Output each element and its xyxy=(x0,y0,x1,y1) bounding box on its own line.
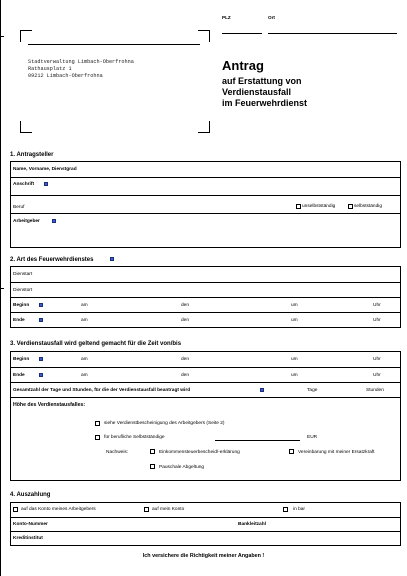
va-ende-uhr: Uhr xyxy=(373,373,381,378)
gesamt-label: Gesamtzahl der Tage und Stunden, für die der Verdienstausfall beantragt wird xyxy=(13,388,191,393)
dienst-ende-um: um xyxy=(291,318,298,323)
hoehe-area xyxy=(11,397,400,480)
va-beginn-marker[interactable] xyxy=(39,357,43,361)
va-ende-row[interactable] xyxy=(11,367,400,382)
ort-label: Ort xyxy=(268,15,275,20)
va-ende-um: um xyxy=(291,373,298,378)
ersatzkraft-checkbox[interactable] xyxy=(289,449,294,454)
section-3-heading: 3. Verdienstausfall wird geltend gemacht für die Zeit von/bis xyxy=(10,341,182,347)
einkommensteuer-label: Einkommensteuerbescheid/-erklärung xyxy=(159,450,240,455)
bankleitzahl-label: Bankleitzahl xyxy=(238,522,266,527)
dienst-ende-den: den xyxy=(181,318,190,323)
va-ende-den: den xyxy=(181,373,190,378)
dienst-beginn-row[interactable] xyxy=(11,297,400,312)
konto-arbeitgeber-checkbox[interactable] xyxy=(13,507,18,512)
gesamt-stunden: Stunden xyxy=(366,388,384,393)
va-beginn-den: den xyxy=(181,357,190,362)
sender-address-line3: 09212 Limbach-Oberfrohna xyxy=(28,73,103,79)
beruf-row[interactable] xyxy=(11,195,400,213)
pauschale-label: Pauschale Abgeltung xyxy=(159,465,205,470)
dienst-beginn-uhr: Uhr xyxy=(373,303,381,308)
konto-row[interactable] xyxy=(11,517,400,531)
arbeitgeber-field-marker[interactable] xyxy=(52,219,56,223)
section-2-heading: 2. Art des Feuerwehrdienstes xyxy=(10,257,94,263)
selbststaendig-checkbox[interactable] xyxy=(348,204,353,209)
section-3-box xyxy=(10,351,401,481)
arbeitgeber-label: Arbeitgeber xyxy=(13,219,40,224)
auszahlung-options-row xyxy=(11,503,400,517)
fold-tick-1 xyxy=(0,36,4,37)
dienstort-label: Dienstort xyxy=(13,288,33,293)
nachweis-label: Nachweis: xyxy=(106,450,129,455)
va-ende-am: am xyxy=(81,373,88,378)
hoehe-label: Höhe des Verdienstausfalles: xyxy=(13,402,86,408)
selbststaendig-label: selbstständig xyxy=(354,204,382,209)
ersatzkraft-label: Vereinbarung mit meiner Ersatzkraft xyxy=(298,450,375,455)
section-2-box xyxy=(10,266,401,328)
anschrift-field-marker[interactable] xyxy=(44,182,48,186)
mein-konto-label: auf mein Konto xyxy=(152,507,185,512)
name-row[interactable] xyxy=(11,162,400,177)
va-beginn-am: am xyxy=(81,357,88,362)
section-2-field-marker[interactable] xyxy=(110,257,114,261)
mein-konto-checkbox[interactable] xyxy=(144,507,149,512)
plz-field-line[interactable] xyxy=(222,33,262,34)
va-beginn-um: um xyxy=(291,357,298,362)
va-beginn-row[interactable] xyxy=(11,352,400,367)
form-subtitle-1: auf Erstattung von xyxy=(222,76,302,86)
section-4-heading: 4. Auszahlung xyxy=(10,492,51,498)
verdienstbescheinigung-checkbox[interactable] xyxy=(95,421,100,426)
ort-field-line[interactable] xyxy=(268,33,397,34)
dienstart-row[interactable] xyxy=(11,267,400,282)
dienst-beginn-am: am xyxy=(81,303,88,308)
dienstort-row[interactable] xyxy=(11,282,400,297)
pauschale-checkbox[interactable] xyxy=(150,464,155,469)
declaration-text: Ich versichere die Richtigkeit meiner Angaben ! xyxy=(142,553,265,559)
konto-nummer-label: Konto-Nummer xyxy=(13,522,48,527)
selbststaendige-checkbox[interactable] xyxy=(95,435,100,440)
name-label: Name, Vorname, Dienstgrad xyxy=(13,167,77,172)
form-subtitle-3: im Feuerwehrdienst xyxy=(222,98,308,108)
kreditinstitut-row[interactable] xyxy=(11,531,400,545)
gesamt-tage: Tage xyxy=(307,388,318,393)
form-title: Antrag xyxy=(222,58,264,73)
in-bar-label: in bar xyxy=(293,507,305,512)
va-beginn-label: Beginn xyxy=(13,357,30,362)
eur-amount-line[interactable] xyxy=(215,440,300,441)
fold-tick-2 xyxy=(0,288,4,289)
section-1-box xyxy=(10,161,401,248)
address-corner-tl xyxy=(20,30,32,42)
dienst-beginn-den: den xyxy=(181,303,190,308)
va-beginn-uhr: Uhr xyxy=(373,357,381,362)
gesamt-row[interactable] xyxy=(11,382,400,397)
address-corner-br xyxy=(198,121,210,133)
eur-label: EUR xyxy=(307,435,318,440)
gesamt-marker[interactable] xyxy=(260,388,264,392)
dienst-ende-uhr: Uhr xyxy=(373,318,381,323)
dienst-beginn-label: Beginn xyxy=(13,303,30,308)
va-ende-marker[interactable] xyxy=(39,373,43,377)
section-4-box xyxy=(10,502,401,546)
section-1-heading: 1. Antragsteller xyxy=(10,152,54,158)
dienst-ende-row[interactable] xyxy=(11,312,400,327)
kreditinstitut-label: Kreditinstitut xyxy=(13,536,43,541)
verdienstbescheinigung-label: siehe Verdienstbescheinigung des Arbeitgebers (Seite 2) xyxy=(104,421,225,426)
arbeitgeber-row[interactable] xyxy=(11,213,400,247)
address-corner-bl xyxy=(20,121,32,133)
dienst-ende-am: am xyxy=(81,318,88,323)
einkommensteuer-checkbox[interactable] xyxy=(150,449,155,454)
beruf-label: Beruf xyxy=(13,205,25,210)
form-subtitle-2: Verdienstausfall xyxy=(222,87,292,97)
dienst-beginn-marker[interactable] xyxy=(39,303,43,307)
dienst-beginn-um: um xyxy=(291,303,298,308)
sender-line xyxy=(28,44,200,45)
unselbststaendig-label: unselbstständig xyxy=(302,204,336,209)
konto-arbeitgeber-label: auf das Konto meines Arbeitgebers xyxy=(21,507,96,512)
sender-address-line2: Rathausplatz 1 xyxy=(28,66,72,72)
address-corner-tr xyxy=(198,30,210,42)
anschrift-label: Anschrift xyxy=(13,182,35,187)
dienst-ende-marker[interactable] xyxy=(39,318,43,322)
sender-address-line1: Stadtverwaltung Limbach-Oberfrohna xyxy=(28,59,134,65)
dienst-ende-label: Ende xyxy=(13,318,25,323)
dienstart-label: Dienstart xyxy=(13,272,33,277)
plz-label: PLZ xyxy=(222,15,231,20)
selbststaendige-label: für berufliche Selbstständige xyxy=(104,435,165,440)
in-bar-checkbox[interactable] xyxy=(283,507,288,512)
unselbststaendig-checkbox[interactable] xyxy=(296,204,301,209)
va-ende-label: Ende xyxy=(13,373,25,378)
anschrift-row[interactable] xyxy=(11,177,400,195)
